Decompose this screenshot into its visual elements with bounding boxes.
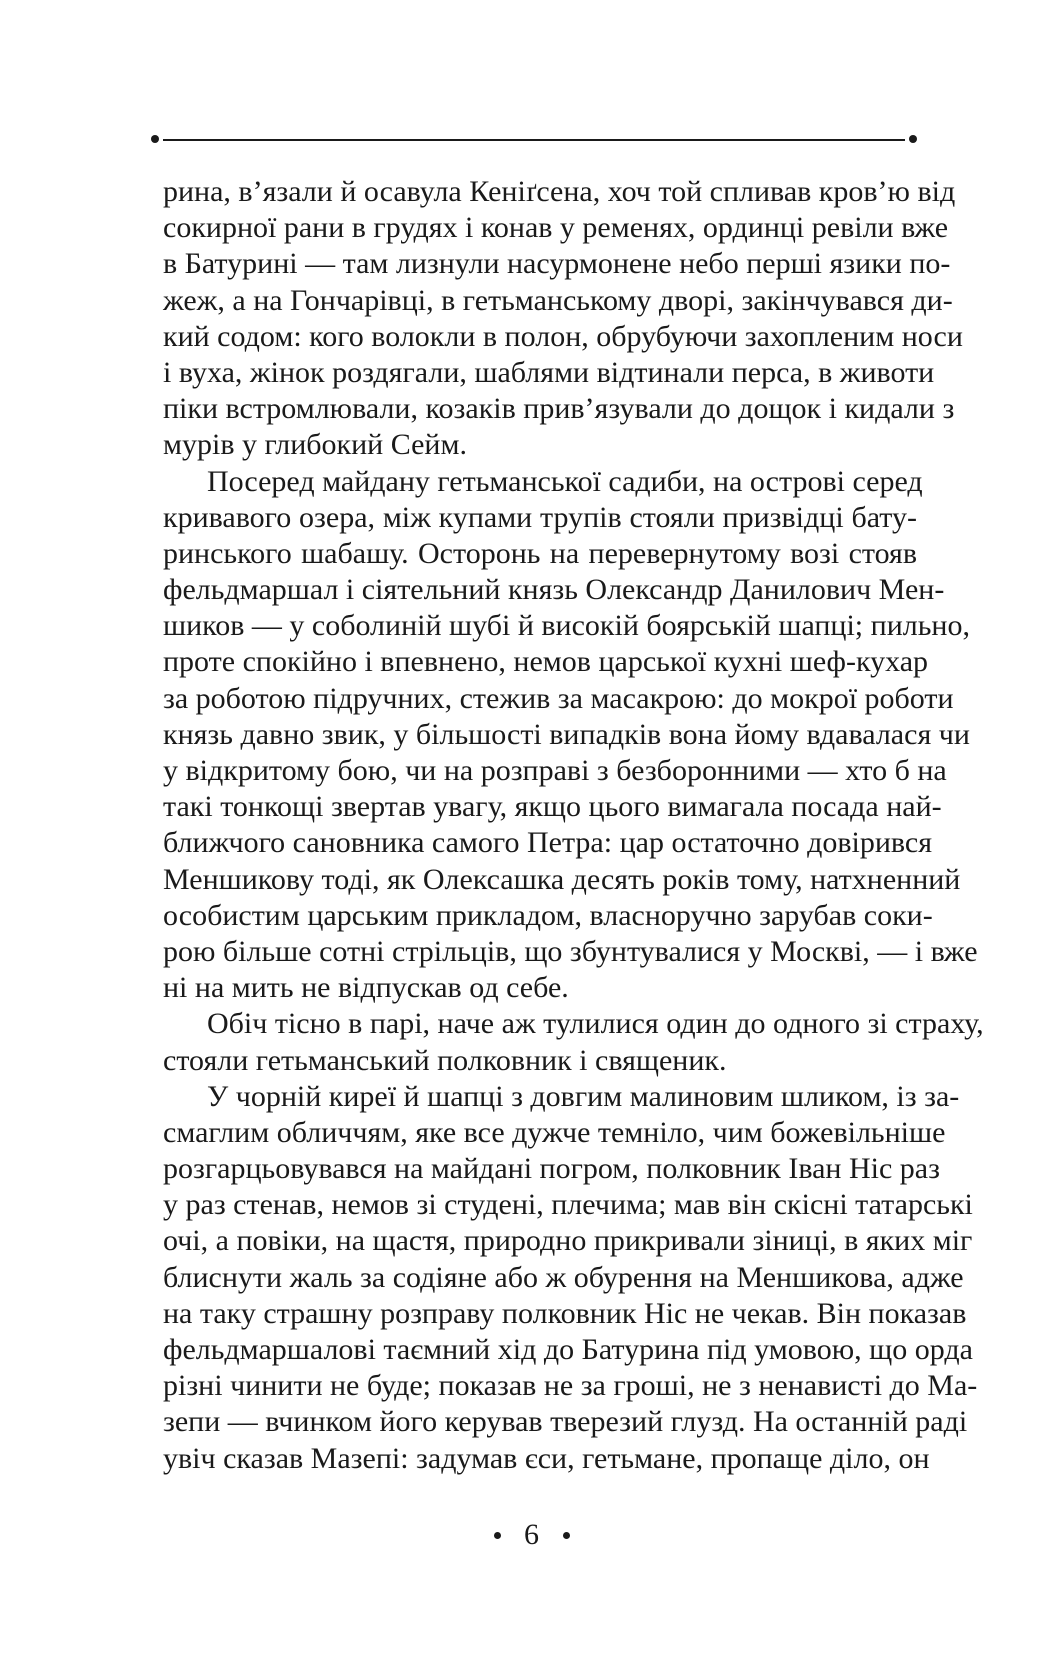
header-rule-dot-right [909, 135, 917, 143]
text-line: очі, а повіки, на щастя, природно прикривали зіниці, в яких міг [163, 1224, 973, 1258]
body-text [163, 174, 984, 1477]
text-line: ближчого сановника самого Петра: цар остаточно довірився [163, 826, 933, 860]
text-line: сокирної рани в грудях і конав у ременях, ординці ревіли вже [163, 211, 949, 245]
paragraph [163, 1006, 984, 1078]
page-footer [0, 1516, 1063, 1552]
text-line: різні чинити не буде; показав не за гроші, не з ненависті до Ма- [163, 1369, 978, 1403]
text-line: у відкритому бою, чи на розправі з безборонними — хто б на [163, 754, 947, 787]
text-line: рина, в’язали й осавула Кеніґсена, хоч той спливав кров’ю від [163, 175, 956, 208]
text-line: князь давно звик, у більшості випадків вона йому вдавалася чи [163, 717, 970, 751]
text-line: мурів у глибокий Сейм. [163, 428, 467, 462]
text-line: рою більше сотні стрільців, що збунтувалися у Москві, — і вже [163, 934, 978, 968]
text-line: розгарцьовувався на майдані погром, полковник Іван Ніс раз [163, 1152, 940, 1186]
text-line: Обіч тісно в парі, наче аж тулилися один до одного зі страху, [207, 1007, 984, 1041]
text-line: за роботою підручних, стежив за масакрою: до мокрої роботи [163, 681, 954, 715]
paragraph [163, 1079, 978, 1477]
text-line: стояли гетьманський полковник і священик. [163, 1043, 727, 1077]
paragraph [163, 464, 978, 1007]
text-line: піки встромлювали, козаків прив’язували до дощок і кидали з [163, 392, 955, 426]
page-number: 6 [524, 1518, 539, 1552]
footer-dot-left [494, 1532, 501, 1539]
paragraph [163, 174, 963, 464]
text-line: смаглим обличчям, яке все дужче темніло, чим божевільніше [163, 1115, 946, 1149]
text-line: У чорній киреї й шапці з довгим малиновим шликом, із за- [207, 1079, 960, 1113]
text-line: проте спокійно і впевнено, немов царської кухні шеф-кухар [163, 645, 929, 679]
text-line: такі тонкощі звертав увагу, якщо цього вимагала посада най- [163, 790, 942, 824]
footer-dot-right [563, 1532, 570, 1539]
text-line: Посеред майдану гетьманської садиби, на острові серед [207, 464, 923, 498]
text-line: у раз стенав, немов зі студені, плечима; мав він скісні татарські [163, 1188, 973, 1222]
text-line: кий содом: кого волокли в полон, обрубуючи захопленим носи [163, 319, 963, 353]
text-line: і вуха, жінок роздягали, шаблями відтинали перса, в животи [163, 355, 935, 389]
text-line: ринського шабашу. Осторонь на перевернутому возі стояв [163, 536, 917, 570]
text-line: блиснути жаль за содіяне або ж обурення на Меншикова, адже [163, 1260, 964, 1294]
text-line: на таку страшну розправу полковник Ніс не чекав. Він показав [163, 1296, 967, 1330]
text-line: жеж, а на Гончарівці, в гетьманському дворі, закінчувався ди- [163, 283, 953, 317]
header-rule-dot-left [151, 135, 159, 143]
text-line: в Батурині — там лизнули насурмонене небо перші язики по- [163, 247, 951, 281]
text-line: увіч сказав Мазепі: задумав єси, гетьмане, пропаще діло, он [163, 1441, 930, 1475]
text-line: шиков — у соболиній шубі й високій боярській шапці; пильно, [163, 609, 970, 643]
text-line: Меншикову тоді, як Олексашка десять років тому, натхненний [163, 862, 961, 896]
text-line: фельдмаршалові таємний хід до Батурина під умовою, що орда [163, 1333, 973, 1366]
text-line: кривавого озера, між купами трупів стояли призвідці бату- [163, 500, 917, 534]
text-line: ні на мить не відпускав од себе. [163, 971, 569, 1005]
text-line: особистим царським прикладом, власноручно зарубав соки- [163, 898, 933, 932]
header-rule [163, 139, 905, 141]
text-line: фельдмаршал і сіятельний князь Олександр Данилович Мен- [163, 573, 945, 607]
text-line: зепи — вчинком його керував тверезий глузд. На останній раді [163, 1405, 968, 1439]
